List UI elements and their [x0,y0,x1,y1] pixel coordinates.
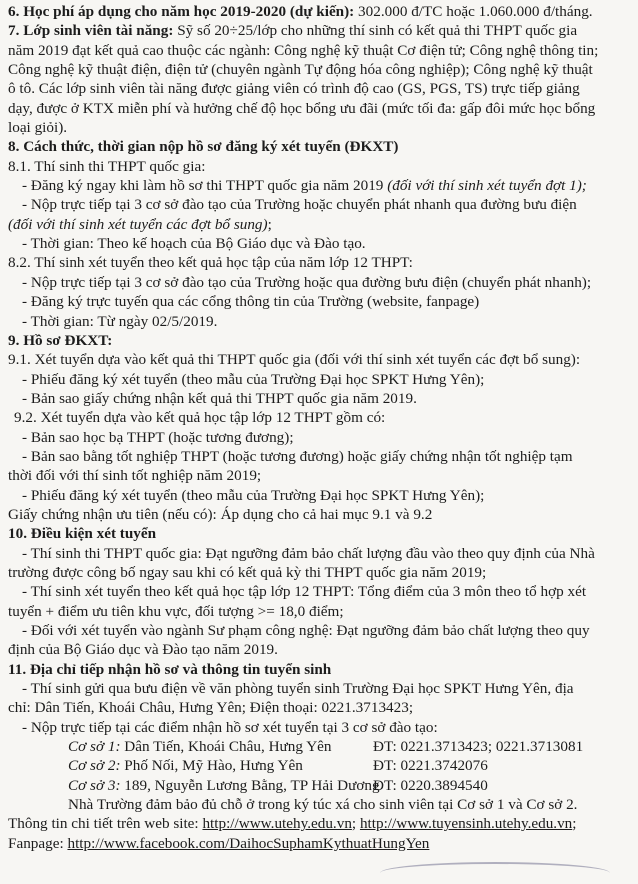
campus-address [68,756,373,775]
item-note: (đối với thí sinh xét tuyển đợt 1); [387,177,587,195]
item-end: ; [267,215,272,233]
section-7-line-4: ô tô. Các lớp sinh viên tài năng được giảng viên có trình độ cao (GS, PGS, TS) trực tiếp giảng [8,80,580,98]
section-8-2-item-3: - Thời gian: Từ ngày 02/5/2019. [22,312,218,330]
fanpage-link[interactable]: http://www.facebook.com/DaihocSuphamKythuatHungYen [67,834,430,852]
website-link-tuyensinh[interactable]: http://www.tuyensinh.utehy.edu.vn [359,815,573,833]
section-10-item-3-cont: định của Bộ Giáo dục và Đào tạo năm 2019. [8,641,278,659]
section-8-2-item-1: - Nộp trực tiếp tại 3 cơ sở đào tạo của Trường hoặc qua đường bưu điện (chuyển phát nhanh); [22,273,592,291]
section-7-line-2: năm 2019 đạt kết quả cao thuộc các ngành: Công nghệ kỹ thuật Cơ điện tử; Công nghệ thông tin; [8,41,599,59]
section-8-1-item-2: - Nộp trực tiếp tại 3 cơ sở đào tạo của Trường hoặc chuyển phát nhanh qua đường bưu điện [22,196,577,214]
section-8-2-item-2: - Đăng ký trực tuyến qua các cổng thông tin của Trường (website, fanpage) [22,293,480,311]
separator: ; [572,815,577,833]
section-9-2-item-2-cont: thời đối với thí sinh tốt nghiệp năm 2019; [8,467,262,485]
section-10-item-3: - Đối với xét tuyển vào ngành Sư phạm công nghệ: Đạt ngưỡng đảm bảo chất lượng theo quy [22,622,590,639]
campus-row-3 [8,776,632,795]
section-8-2-title: 8.2. Thí sinh xét tuyển theo kết quả học tập của năm lớp 12 THPT: [8,254,413,272]
section-9-1-item-2: - Bản sao giấy chứng nhận kết quả thi THPT quốc gia năm 2019. [22,389,417,407]
section-8-1-item-2-note [8,215,632,234]
section-9-1-title: 9.1. Xét tuyển dựa vào kết quả thi THPT quốc gia (đối với thí sinh xét tuyển các đợt bổ sung): [8,351,581,369]
fanpage-line [8,834,632,853]
section-6-heading: 6. Học phí áp dụng cho năm học 2019-2020 (dự kiến): [8,3,355,20]
section-7-heading: 7. Lớp sinh viên tài năng: [8,22,174,40]
section-8-heading: 8. Cách thức, thời gian nộp hồ sơ đăng ký xét tuyển (ĐKXT) [8,138,399,156]
dorm-note: Nhà Trường đảm bảo đủ chỗ ở trong ký túc xá cho sinh viên tại Cơ sở 1 và Cơ sở 2. [68,796,578,814]
campus-address [68,776,380,795]
section-11-item-1-cont: chỉ: Dân Tiến, Khoái Châu, Hưng Yên; Điện thoại: 0221.3713423; [8,699,414,717]
section-7-line-5: dạy, được ở KTX miễn phí và hưởng chế độ học bổng ưu đãi (mức tối đa: gấp đôi mức học bổng [8,99,596,117]
section-8-1-item-3: - Thời gian: Theo kế hoạch của Bộ Giáo dục và Đào tạo. [22,235,366,253]
section-9-heading: 9. Hồ sơ ĐKXT: [8,331,113,349]
section-9-1-item-1: - Phiếu đăng ký xét tuyển (theo mẫu của Trường Đại học SPKT Hưng Yên); [22,370,485,388]
section-10-item-1-cont: trường được công bố ngay sau khi có kết quả kỳ thi THPT quốc gia năm 2019; [8,563,487,581]
section-7-line-3: Công nghệ kỹ thuật điện, điện tử (chuyên ngành Tự động hóa công nghiệp); Công nghệ kỹ thuật [8,61,593,79]
item-note: (đối với thí sinh xét tuyển các đợt bổ sung) [8,215,268,233]
campus-phone: ĐT: 0221.3742076 [373,757,488,775]
section-9-2-item-2: - Bản sao bằng tốt nghiệp THPT (hoặc tương đương) hoặc giấy chứng nhận tốt nghiệp tạm [22,447,573,465]
item-text: - Đăng ký ngay khi làm hồ sơ thi THPT quốc gia năm 2019 [22,177,388,195]
section-11-item-2: - Nộp trực tiếp tại các điểm nhận hồ sơ xét tuyển tại 3 cơ sở đào tạo: [22,718,438,736]
section-11-heading: 11. Địa chỉ tiếp nhận hồ sơ và thông tin tuyển sinh [8,660,332,678]
section-8-1-title: 8.1. Thí sinh thi THPT quốc gia: [8,157,206,175]
section-11-item-1: - Thí sinh gửi qua bưu điện về văn phòng tuyển sinh Trường Đại học SPKT Hưng Yên, địa [22,680,574,698]
section-7-text: Sỹ số 20÷25/lớp cho những thí sinh có kết quả thi THPT quốc gia [173,22,578,40]
campus-label: Cơ sở 3: [68,776,121,794]
section-10-heading: 10. Điều kiện xét tuyển [8,525,157,543]
website-label: Thông tin chi tiết trên web site: [8,815,203,833]
fanpage-label: Fanpage: [8,834,68,852]
campus-row-2 [8,756,632,775]
campus-address [68,737,373,756]
section-8-1-item-1 [8,176,632,195]
section-10-item-1: - Thí sinh thi THPT quốc gia: Đạt ngưỡng đảm bảo chất lượng đầu vào theo quy định của Nhà [22,544,595,562]
campus-label: Cơ sở 1: [68,738,121,756]
website-link-utehy[interactable]: http://www.utehy.edu.vn [202,815,352,833]
section-6-tuition [8,2,632,21]
section-9-priority: Giấy chứng nhận ưu tiên (nếu có): Áp dụng cho cả hai mục 9.1 và 9.2 [8,505,433,523]
stamp-edge [380,862,610,884]
campus-label: Cơ sở 2: [68,757,121,775]
campus-address-text: Phố Nối, Mỹ Hào, Hưng Yên [120,757,303,775]
campus-phone: ĐT: 0220.3894540 [373,776,488,794]
campus-row-1 [8,737,632,756]
section-7-line-1 [8,21,632,40]
campus-address-text: Dân Tiến, Khoái Châu, Hưng Yên [120,738,332,756]
section-6-text: 302.000 đ/TC hoặc 1.060.000 đ/tháng. [354,3,593,20]
section-9-2-item-1: - Bản sao học bạ THPT (hoặc tương đương); [22,428,294,446]
section-10-item-2-cont: tuyển + điểm ưu tiên khu vực, đối tượng >= 18,0 điểm; [8,602,344,620]
website-line [8,814,632,833]
campus-address-text: 189, Nguyễn Lương Bằng, TP Hải Dương [120,776,380,794]
section-9-2-item-3: - Phiếu đăng ký xét tuyển (theo mẫu của Trường Đại học SPKT Hưng Yên); [22,486,485,504]
section-9-2-title: 9.2. Xét tuyển dựa vào kết quả học tập lớp 12 THPT gồm có: [14,409,386,427]
section-10-item-2: - Thí sinh xét tuyển theo kết quả học tập lớp 12 THPT: Tổng điểm của 3 môn theo tổ hợp xét [22,583,587,601]
separator: ; [351,815,360,833]
campus-phone: ĐT: 0221.3713423; 0221.3713081 [373,738,584,756]
section-7-line-6: loại giỏi). [8,119,68,137]
